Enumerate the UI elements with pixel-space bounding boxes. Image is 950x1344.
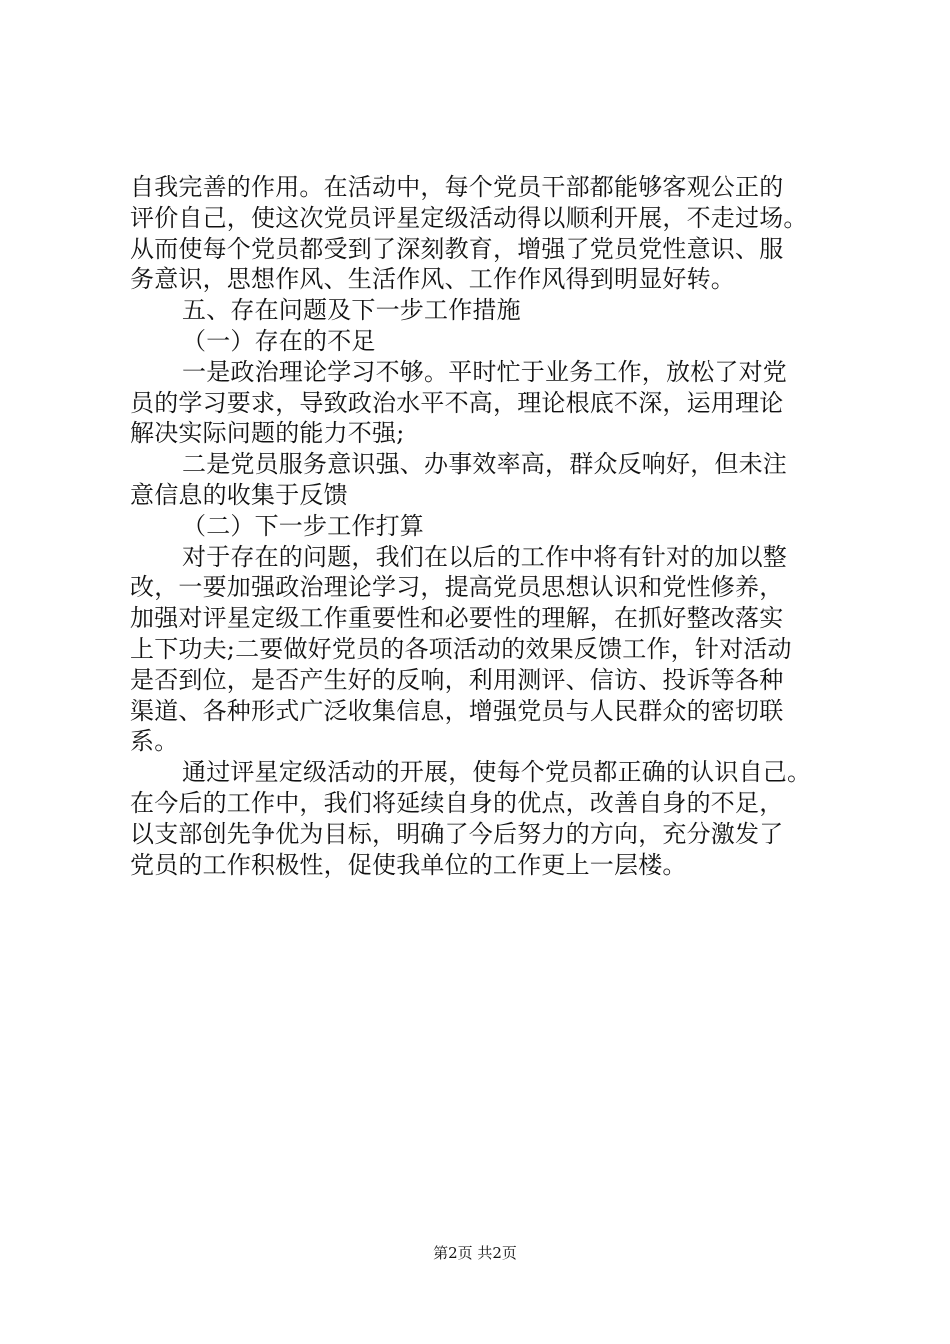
text-line: 评价自己，使这次党员评星定级活动得以顺利开展，不走过场。 xyxy=(130,203,808,232)
section-heading: 五、存在问题及下一步工作措施 xyxy=(182,296,521,325)
text-line: 自我完善的作用。在活动中，每个党员干部都能够客观公正的 xyxy=(130,173,784,201)
subsection-heading: （二）下一步工作打算 xyxy=(182,511,424,540)
document-body xyxy=(130,172,842,880)
text-line: 通过评星定级活动的开展，使每个党员都正确的认识自己。 xyxy=(182,758,812,787)
text-line: 一是政治理论学习不够。平时忙于业务工作，放松了对党 xyxy=(182,357,787,386)
text-line: 是否到位，是否产生好的反响，利用测评、信访、投诉等各种 xyxy=(130,665,784,694)
text-line: 员的学习要求，导致政治水平不高，理论根底不深，运用理论 xyxy=(130,388,784,417)
page-number-footer: 第2页 共2页 xyxy=(433,1244,517,1262)
text-line: 意信息的收集于反馈 xyxy=(130,480,348,509)
text-line: 二是党员服务意识强、办事效率高，群众反响好，但未注 xyxy=(182,450,787,479)
text-line: 加强对评星定级工作重要性和必要性的理解，在抓好整改落实 xyxy=(130,604,784,633)
text-line: 务意识，思想作风、生活作风、工作作风得到明显好转。 xyxy=(130,265,735,294)
text-line: 上下功夫;二要做好党员的各项活动的效果反馈工作，针对活动 xyxy=(130,634,792,663)
text-line: 对于存在的问题，我们在以后的工作中将有针对的加以整 xyxy=(182,542,787,571)
text-line: 从而使每个党员都受到了深刻教育，增强了党员党性意识、服 xyxy=(130,234,784,263)
text-line: 在今后的工作中，我们将延续自身的优点，改善自身的不足， xyxy=(130,788,784,817)
subsection-heading: （一）存在的不足 xyxy=(182,326,376,355)
text-line: 党员的工作积极性，促使我单位的工作更上一层楼。 xyxy=(130,850,687,879)
text-line: 以支部创先争优为目标，明确了今后努力的方向，充分激发了 xyxy=(130,819,784,848)
text-line: 解决实际问题的能力不强; xyxy=(130,419,405,448)
text-line: 系。 xyxy=(130,727,179,756)
text-line: 改，一要加强政治理论学习，提高党员思想认识和党性修养， xyxy=(130,573,784,602)
text-line: 渠道、各种形式广泛收集信息，增强党员与人民群众的密切联 xyxy=(130,696,784,725)
